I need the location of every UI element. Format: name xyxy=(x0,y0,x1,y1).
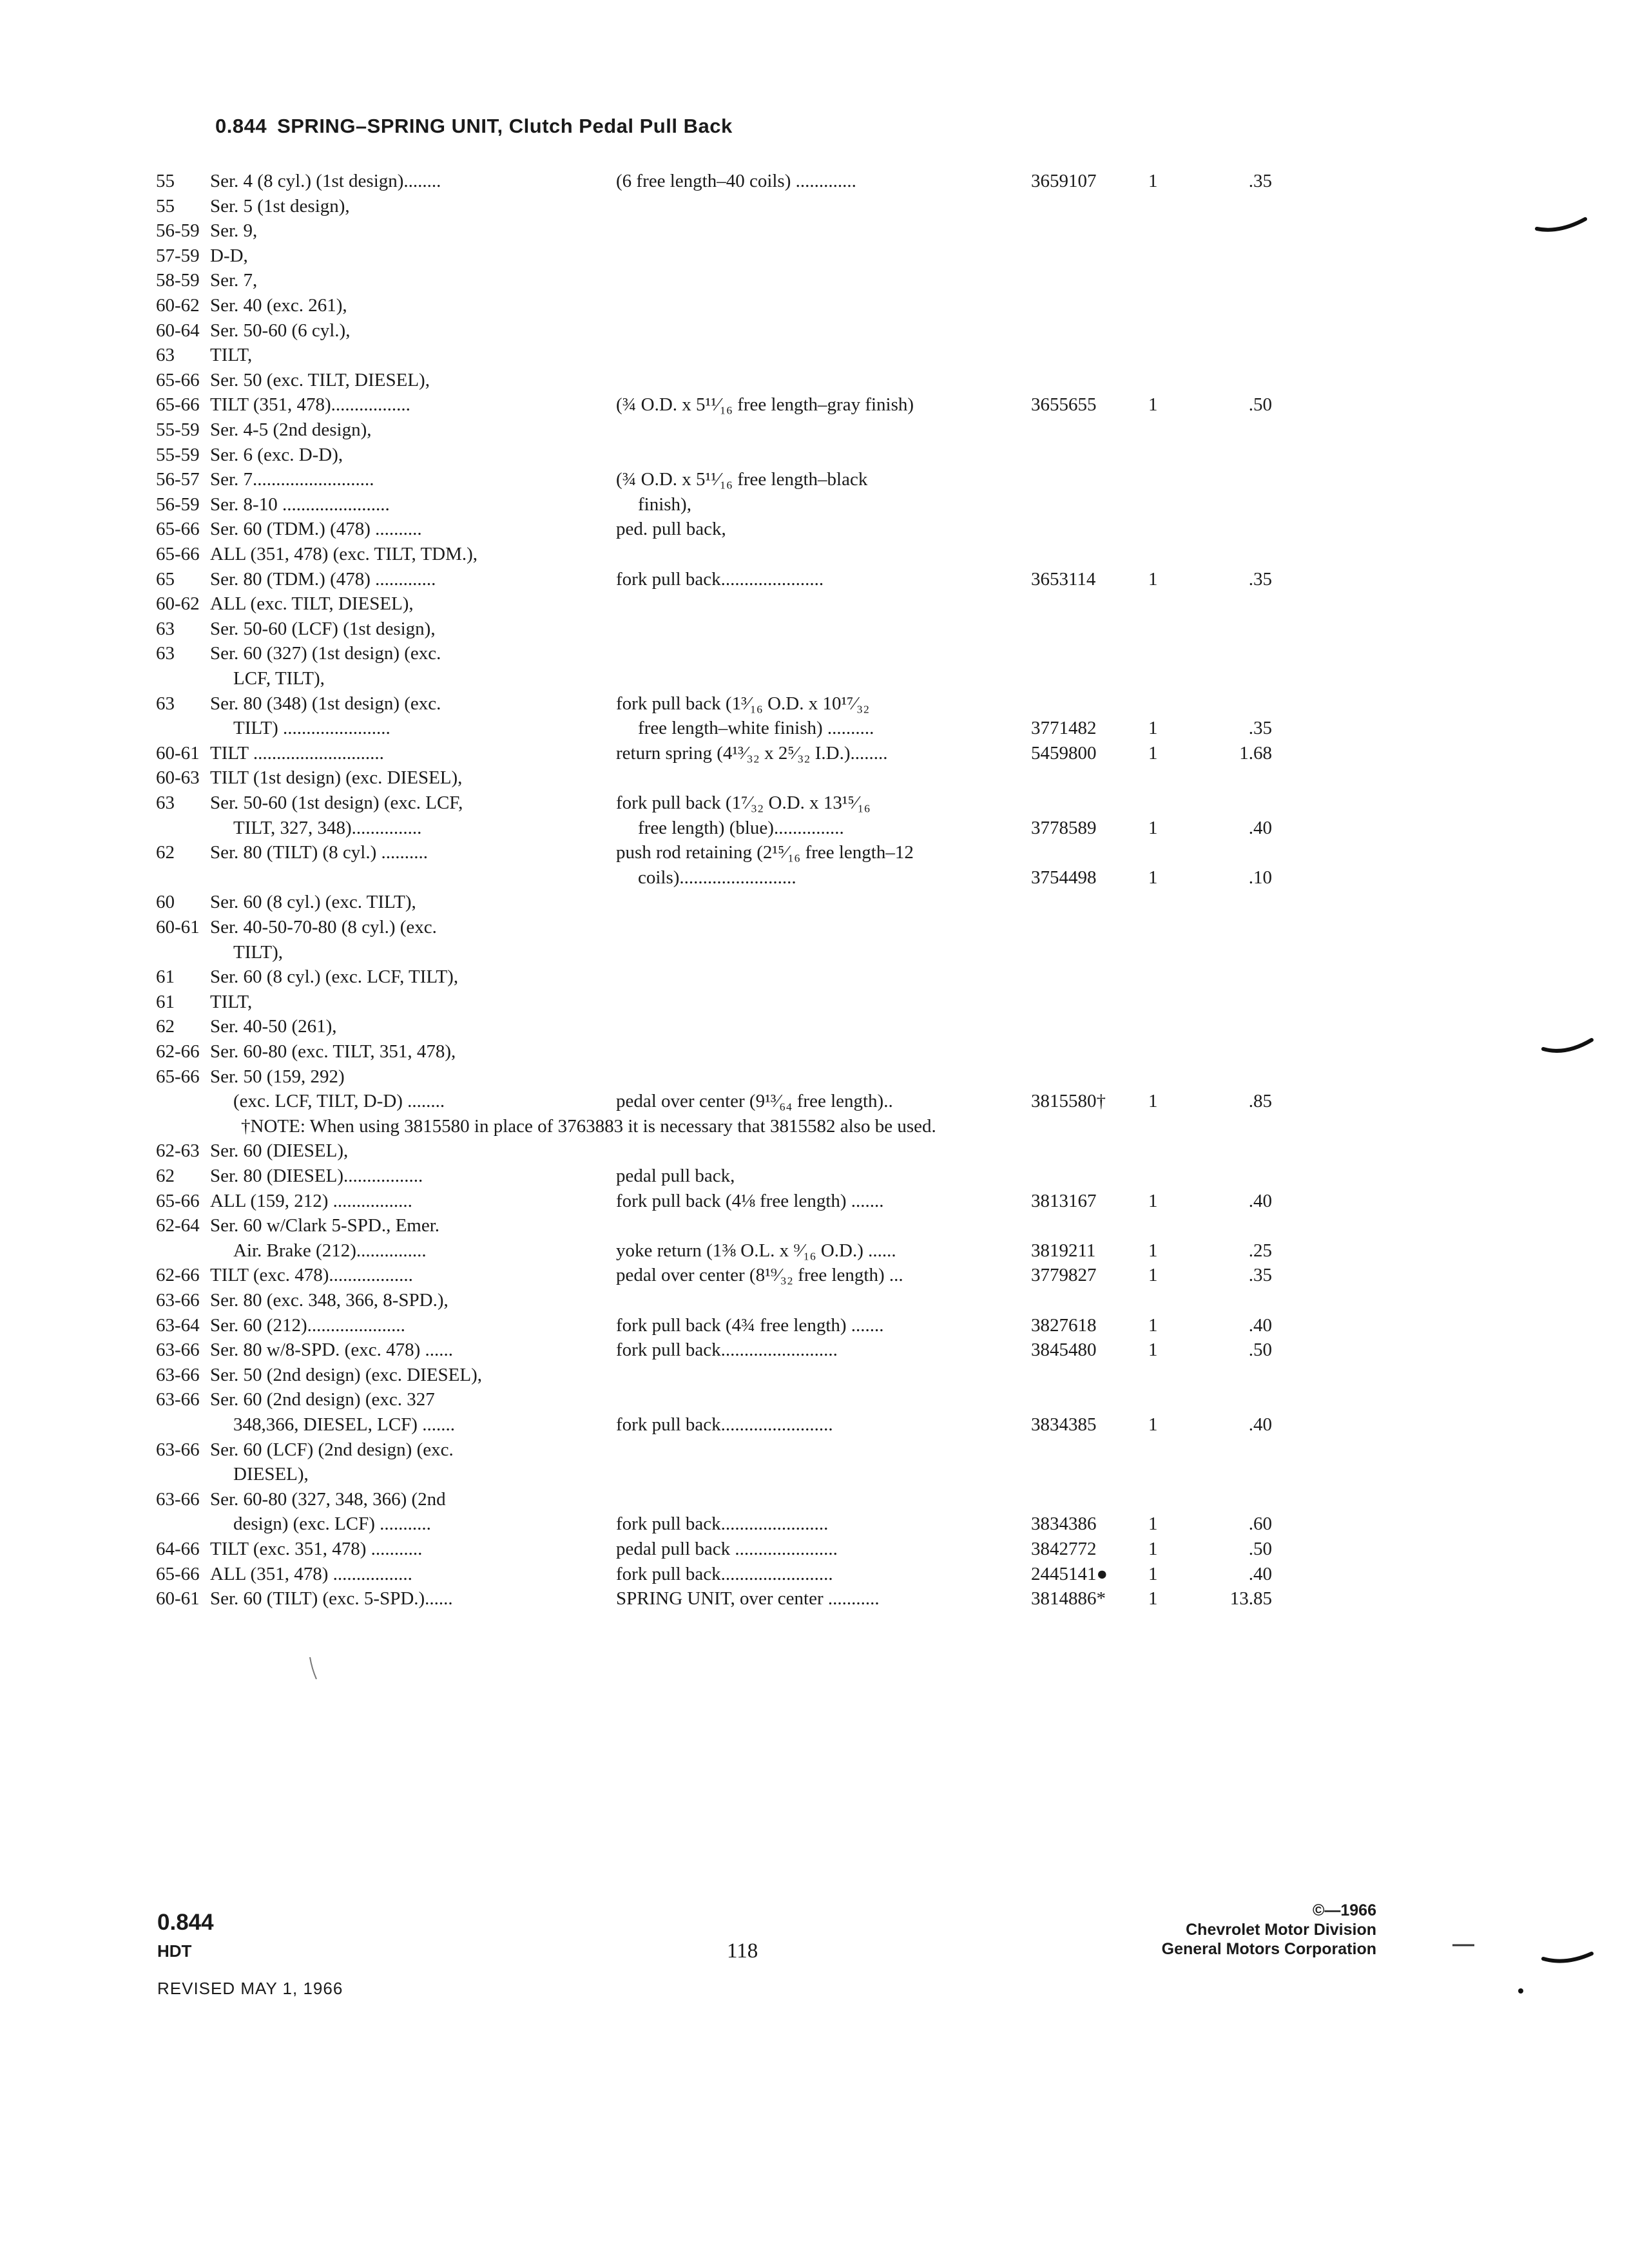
scan-mark-icon xyxy=(1451,1942,1477,1948)
description-cell: ped. pull back, xyxy=(616,519,726,540)
table-row xyxy=(0,244,1629,268)
description-cell: (¾ O.D. x 5¹¹⁄₁₆ free length–black xyxy=(616,469,868,490)
application-cell: Ser. 40 (exc. 261), xyxy=(210,295,347,316)
quantity-cell: 1 xyxy=(1148,394,1158,416)
application-cell: Ser. 80 (TDM.) (478) ............. xyxy=(210,568,436,590)
application-cell: Ser. 50 (exc. TILT, DIESEL), xyxy=(210,369,430,390)
description-cell: fork pull back........................ xyxy=(616,1414,833,1435)
table-row xyxy=(0,392,1629,417)
table-row xyxy=(0,517,1629,541)
description-cell: return spring (4¹³⁄₃₂ x 2⁵⁄₃₂ I.D.)........ xyxy=(616,742,888,764)
application-cell: Ser. 6 (exc. D-D), xyxy=(210,444,343,465)
model-years-cell: 63-66 xyxy=(156,1389,200,1410)
quantity-cell: 1 xyxy=(1148,817,1158,838)
price-cell: .60 xyxy=(1248,1514,1272,1535)
model-years-cell: 61 xyxy=(156,991,175,1012)
table-row xyxy=(0,1313,1629,1338)
application-cell: Ser. 60 (TDM.) (478) .......... xyxy=(210,519,422,540)
table-row xyxy=(0,716,1629,740)
table-row xyxy=(0,591,1629,616)
table-row xyxy=(0,1338,1629,1362)
description-cell: fork pull back......................... xyxy=(616,1340,838,1361)
application-cell: Ser. 9, xyxy=(210,220,258,242)
part-number-cell: 3659107 xyxy=(1031,171,1097,191)
scan-mark-icon xyxy=(1540,1946,1598,1978)
part-number-cell: 3834386 xyxy=(1031,1514,1097,1535)
application-cell: TILT (exc. 478).................. xyxy=(210,1265,413,1286)
table-row xyxy=(0,293,1629,318)
model-years-cell: 65-66 xyxy=(156,1563,200,1584)
table-row xyxy=(0,1437,1629,1462)
table-row xyxy=(0,1164,1629,1188)
model-years-cell: 64-66 xyxy=(156,1539,200,1559)
application-cell: TILT (351, 478)................. xyxy=(210,394,410,416)
application-cell: D-D, xyxy=(210,245,248,266)
division-name: Chevrolet Motor Division xyxy=(1186,1921,1376,1939)
table-row xyxy=(0,492,1629,517)
table-row xyxy=(0,765,1629,790)
table-row xyxy=(0,443,1629,467)
application-cell: Ser. 60 (212)..................... xyxy=(210,1314,405,1336)
description-cell: SPRING UNIT, over center ........... xyxy=(616,1588,880,1610)
price-cell: .85 xyxy=(1248,1091,1272,1112)
application-cell: Ser. 7, xyxy=(210,270,258,291)
model-years-cell: 65-66 xyxy=(156,544,200,564)
application-cell: Ser. 60 (8 cyl.) (exc. LCF, TILT), xyxy=(210,966,459,988)
quantity-cell: 1 xyxy=(1148,1190,1158,1211)
model-years-cell: 55 xyxy=(156,195,175,216)
quantity-cell: 1 xyxy=(1148,1414,1158,1435)
application-cell: TILT) ....................... xyxy=(233,718,390,739)
table-row xyxy=(0,1238,1629,1263)
description-cell: yoke return (1⅜ O.L. x ⁹⁄₁₆ O.D.) ...... xyxy=(616,1240,896,1261)
description-cell: free length) (blue)............... xyxy=(638,817,844,838)
model-years-cell: 63-66 xyxy=(156,1364,200,1385)
application-cell: Ser. 60 (LCF) (2nd design) (exc. xyxy=(210,1439,454,1460)
table-row xyxy=(0,567,1629,591)
model-years-cell: 56-59 xyxy=(156,494,200,515)
table-row xyxy=(0,418,1629,442)
part-number-cell: 3813167 xyxy=(1031,1190,1097,1211)
part-number-cell: 3653114 xyxy=(1031,568,1096,590)
model-years-cell: 60-61 xyxy=(156,742,200,764)
model-years-cell: 63 xyxy=(156,345,175,366)
application-cell: ALL (exc. TILT, DIESEL), xyxy=(210,593,414,615)
application-cell: TILT, 327, 348)............... xyxy=(233,817,422,838)
model-years-cell: 63 xyxy=(156,693,175,714)
part-number-cell: 3754498 xyxy=(1031,867,1097,888)
description-cell: fork pull back (4¾ free length) ....... xyxy=(616,1314,884,1336)
model-years-cell: 63 xyxy=(156,793,175,813)
table-row xyxy=(0,1189,1629,1213)
table-row xyxy=(0,1462,1629,1486)
application-cell: Ser. 60 (2nd design) (exc. 327 xyxy=(210,1389,435,1410)
part-number-cell: 3845480 xyxy=(1031,1340,1097,1361)
model-years-cell: 60-62 xyxy=(156,295,200,316)
quantity-cell: 1 xyxy=(1148,1563,1158,1584)
model-years-cell: 58-59 xyxy=(156,270,200,291)
model-years-cell: 60-64 xyxy=(156,320,200,341)
quantity-cell: 1 xyxy=(1148,1340,1158,1361)
application-cell: Ser. 60 (327) (1st design) (exc. xyxy=(210,643,441,664)
application-cell: ALL (351, 478) (exc. TILT, TDM.), xyxy=(210,544,478,564)
model-years-cell: 65-66 xyxy=(156,394,200,416)
table-row xyxy=(0,169,1629,193)
quantity-cell: 1 xyxy=(1148,718,1158,739)
model-years-cell: 63 xyxy=(156,618,175,639)
table-row xyxy=(0,542,1629,566)
application-cell: Ser. 60 w/Clark 5-SPD., Emer. xyxy=(210,1215,440,1236)
application-cell: Ser. 40-50 (261), xyxy=(210,1016,337,1037)
model-years-cell: 62-66 xyxy=(156,1265,200,1286)
quantity-cell: 1 xyxy=(1148,1240,1158,1261)
model-years-cell: 60 xyxy=(156,892,175,913)
parts-note: †NOTE: When using 3815580 in place of 3763883 it is necessary that 3815582 also be used. xyxy=(241,1115,936,1137)
table-row xyxy=(0,1512,1629,1536)
description-cell: fork pull back (4⅛ free length) ....... xyxy=(616,1190,884,1211)
model-years-cell: 62 xyxy=(156,1016,175,1037)
description-cell: pedal over center (9¹³⁄₆₄ free length).. xyxy=(616,1091,893,1112)
price-cell: .40 xyxy=(1248,1190,1272,1211)
table-row xyxy=(0,268,1629,293)
description-cell: fork pull back....................... xyxy=(616,1514,829,1535)
model-years-cell: 62 xyxy=(156,842,175,863)
model-years-cell: 61 xyxy=(156,966,175,988)
table-row xyxy=(0,467,1629,492)
description-cell: fork pull back...................... xyxy=(616,568,824,590)
quantity-cell: 1 xyxy=(1148,1314,1158,1336)
quantity-cell: 1 xyxy=(1148,867,1158,888)
application-cell: Air. Brake (212)............... xyxy=(233,1240,427,1261)
model-years-cell: 65-66 xyxy=(156,519,200,540)
table-row xyxy=(0,940,1629,965)
application-cell: Ser. 60-80 (exc. TILT, 351, 478), xyxy=(210,1041,456,1062)
description-cell: finish), xyxy=(638,494,691,515)
model-years-cell: 57-59 xyxy=(156,245,200,266)
model-years-cell: 63-64 xyxy=(156,1314,200,1336)
table-row xyxy=(0,1537,1629,1561)
description-cell: fork pull back (1³⁄₁₆ O.D. x 10¹⁷⁄₃₂ xyxy=(616,693,870,714)
table-row xyxy=(0,915,1629,939)
application-cell: Ser. 60 (DIESEL), xyxy=(210,1140,349,1162)
part-number-cell: 3779827 xyxy=(1031,1265,1097,1286)
application-cell: Ser. 50-60 (6 cyl.), xyxy=(210,320,351,341)
table-row xyxy=(0,990,1629,1014)
price-cell: .10 xyxy=(1248,867,1272,888)
table-row xyxy=(0,1014,1629,1039)
model-years-cell: 60-62 xyxy=(156,593,200,615)
model-years-cell: 60-63 xyxy=(156,767,200,789)
application-cell: TILT, xyxy=(210,345,253,366)
application-cell: Ser. 50-60 (1st design) (exc. LCF, xyxy=(210,793,463,813)
model-years-cell: 65 xyxy=(156,568,175,590)
model-years-cell: 62-63 xyxy=(156,1140,200,1162)
model-years-cell: 55-59 xyxy=(156,419,200,440)
table-row xyxy=(0,343,1629,367)
table-row xyxy=(0,965,1629,989)
model-years-cell: 63-66 xyxy=(156,1439,200,1460)
footer-left xyxy=(157,1907,343,2001)
part-number-cell: 3771482 xyxy=(1031,718,1097,739)
table-row xyxy=(0,1064,1629,1089)
application-cell: Ser. 80 (DIESEL)................. xyxy=(210,1166,423,1186)
model-years-cell: 63-66 xyxy=(156,1290,200,1311)
table-row xyxy=(0,865,1629,890)
table-row xyxy=(0,1288,1629,1312)
model-years-cell: 55-59 xyxy=(156,444,200,465)
table-row xyxy=(0,194,1629,218)
table-row xyxy=(0,1039,1629,1064)
description-cell: coils)......................... xyxy=(638,867,796,888)
table-row xyxy=(0,218,1629,243)
price-cell: .35 xyxy=(1248,171,1272,191)
application-cell: Ser. 60 (8 cyl.) (exc. TILT), xyxy=(210,892,416,913)
description-cell: pedal pull back ...................... xyxy=(616,1539,838,1559)
table-row xyxy=(0,641,1629,666)
application-cell: Ser. 4 (8 cyl.) (1st design)........ xyxy=(210,171,441,191)
table-row xyxy=(0,1089,1629,1113)
application-cell: Ser. 80 (exc. 348, 366, 8-SPD.), xyxy=(210,1290,448,1311)
model-years-cell: 65-66 xyxy=(156,1190,200,1211)
model-years-cell: 60-61 xyxy=(156,917,200,937)
part-number-cell: 3834385 xyxy=(1031,1414,1097,1435)
application-cell: TILT, xyxy=(210,991,253,1012)
application-cell: Ser. 40-50-70-80 (8 cyl.) (exc. xyxy=(210,917,437,937)
part-number-cell: 3655655 xyxy=(1031,394,1097,416)
model-years-cell: 63-66 xyxy=(156,1488,200,1510)
price-cell: .40 xyxy=(1248,1563,1272,1584)
price-cell: .40 xyxy=(1248,817,1272,838)
table-row xyxy=(0,890,1629,914)
revision-date: REVISED MAY 1, 1966 xyxy=(157,1979,343,1998)
application-cell: Ser. 60-80 (327, 348, 366) (2nd xyxy=(210,1488,446,1510)
part-number-cell: 3819211 xyxy=(1031,1240,1096,1261)
description-cell: pedal pull back, xyxy=(616,1166,735,1186)
model-years-cell: 63-66 xyxy=(156,1340,200,1361)
application-cell: TILT ............................ xyxy=(210,742,384,764)
application-cell: Ser. 50 (159, 292) xyxy=(210,1066,345,1087)
application-cell: Ser. 80 (348) (1st design) (exc. xyxy=(210,693,441,714)
description-cell: push rod retaining (2¹⁵⁄₁₆ free length–12 xyxy=(616,842,914,863)
application-cell: ALL (351, 478) ................. xyxy=(210,1563,412,1584)
application-cell: TILT), xyxy=(233,941,284,963)
table-row xyxy=(0,741,1629,765)
application-cell: design) (exc. LCF) ........... xyxy=(233,1514,431,1535)
part-number-cell: 3778589 xyxy=(1031,817,1097,838)
price-cell: .35 xyxy=(1248,718,1272,739)
table-row xyxy=(0,691,1629,716)
part-number-cell: 3815580† xyxy=(1031,1091,1106,1112)
price-cell: .35 xyxy=(1248,568,1272,590)
table-row xyxy=(0,318,1629,343)
description-cell: (6 free length–40 coils) ............. xyxy=(616,171,856,191)
price-cell: .50 xyxy=(1248,394,1272,416)
application-cell: (exc. LCF, TILT, D-D) ........ xyxy=(233,1091,445,1112)
footer-code: HDT xyxy=(157,1941,192,1961)
price-cell: .40 xyxy=(1248,1314,1272,1336)
model-years-cell: 56-59 xyxy=(156,220,200,242)
price-cell: 13.85 xyxy=(1229,1588,1272,1610)
application-cell: LCF, TILT), xyxy=(233,668,325,689)
part-number-cell: 3814886* xyxy=(1031,1588,1106,1610)
model-years-cell: 62 xyxy=(156,1166,175,1186)
application-cell: Ser. 4-5 (2nd design), xyxy=(210,419,372,440)
part-number-cell: 3827618 xyxy=(1031,1314,1097,1336)
table-row xyxy=(0,816,1629,840)
table-row xyxy=(0,666,1629,691)
description-cell: fork pull back (1⁷⁄₃₂ O.D. x 13¹⁵⁄₁₆ xyxy=(616,793,871,813)
application-cell: Ser. 80 (TILT) (8 cyl.) .......... xyxy=(210,842,429,863)
table-row xyxy=(0,1487,1629,1512)
table-row xyxy=(0,1363,1629,1387)
part-number-cell: 5459800 xyxy=(1031,742,1097,764)
quantity-cell: 1 xyxy=(1148,1265,1158,1286)
model-years-cell: 65-66 xyxy=(156,369,200,390)
price-cell: 1.68 xyxy=(1239,742,1272,764)
model-years-cell: 55 xyxy=(156,171,175,191)
footer-right xyxy=(1162,1901,1376,1959)
application-cell: Ser. 50-60 (LCF) (1st design), xyxy=(210,618,436,639)
quantity-cell: 1 xyxy=(1148,1514,1158,1535)
application-cell: 348,366, DIESEL, LCF) ....... xyxy=(233,1414,455,1435)
quantity-cell: 1 xyxy=(1148,1588,1158,1610)
model-years-cell: 62-64 xyxy=(156,1215,200,1236)
application-cell: TILT (exc. 351, 478) ........... xyxy=(210,1539,423,1559)
application-cell: Ser. 5 (1st design), xyxy=(210,195,350,216)
quantity-cell: 1 xyxy=(1148,568,1158,590)
application-cell: ALL (159, 212) ................. xyxy=(210,1190,412,1211)
part-number-cell: 3842772 xyxy=(1031,1539,1097,1559)
price-cell: .50 xyxy=(1248,1539,1272,1559)
section-number: 0.844 xyxy=(215,115,267,137)
quantity-cell: 1 xyxy=(1148,171,1158,191)
footer-section-number: 0.844 xyxy=(157,1910,214,1935)
model-years-cell: 62-66 xyxy=(156,1041,200,1062)
description-cell: pedal over center (8¹⁹⁄₃₂ free length) ... xyxy=(616,1265,903,1286)
corporation-name: General Motors Corporation xyxy=(1161,1940,1376,1958)
model-years-cell: 56-57 xyxy=(156,469,200,490)
scan-mark-icon xyxy=(1517,1987,1525,1995)
quantity-cell: 1 xyxy=(1148,1539,1158,1559)
application-cell: Ser. 8-10 ....................... xyxy=(210,494,390,515)
scan-mark-icon xyxy=(1540,1031,1598,1063)
part-number-cell: 2445141● xyxy=(1031,1563,1108,1584)
description-cell: free length–white finish) .......... xyxy=(638,718,874,739)
table-row xyxy=(0,1586,1629,1611)
section-heading: SPRING–SPRING UNIT, Clutch Pedal Pull Back xyxy=(277,115,733,137)
model-years-cell: 60-61 xyxy=(156,1588,200,1610)
price-cell: .35 xyxy=(1248,1265,1272,1286)
price-cell: .40 xyxy=(1248,1414,1272,1435)
table-row xyxy=(0,1562,1629,1586)
application-cell: Ser. 80 w/8-SPD. (exc. 478) ...... xyxy=(210,1340,453,1361)
application-cell: Ser. 60 (TILT) (exc. 5-SPD.)...... xyxy=(210,1588,453,1610)
table-row xyxy=(0,791,1629,815)
scan-mark-icon xyxy=(1534,206,1592,238)
application-cell: Ser. 50 (2nd design) (exc. DIESEL), xyxy=(210,1364,483,1385)
application-cell: DIESEL), xyxy=(233,1464,309,1485)
application-cell: Ser. 7.......................... xyxy=(210,469,374,490)
application-cell: TILT (1st design) (exc. DIESEL), xyxy=(210,767,463,789)
table-row xyxy=(0,840,1629,865)
description-cell: (¾ O.D. x 5¹¹⁄₁₆ free length–gray finish) xyxy=(616,394,914,416)
table-row xyxy=(0,1387,1629,1412)
price-cell: .50 xyxy=(1248,1340,1272,1361)
scan-mark-icon xyxy=(308,1656,318,1682)
price-cell: .25 xyxy=(1248,1240,1272,1261)
table-row xyxy=(0,1139,1629,1163)
table-row xyxy=(0,1412,1629,1437)
table-row xyxy=(0,368,1629,392)
table-row xyxy=(0,1263,1629,1287)
quantity-cell: 1 xyxy=(1148,1091,1158,1112)
model-years-cell: 65-66 xyxy=(156,1066,200,1087)
table-row xyxy=(0,1213,1629,1238)
table-row xyxy=(0,617,1629,641)
quantity-cell: 1 xyxy=(1148,742,1158,764)
copyright: ©—1966 xyxy=(1312,1901,1376,1919)
description-cell: fork pull back........................ xyxy=(616,1563,833,1584)
page-number: 118 xyxy=(727,1939,758,1963)
model-years-cell: 63 xyxy=(156,643,175,664)
